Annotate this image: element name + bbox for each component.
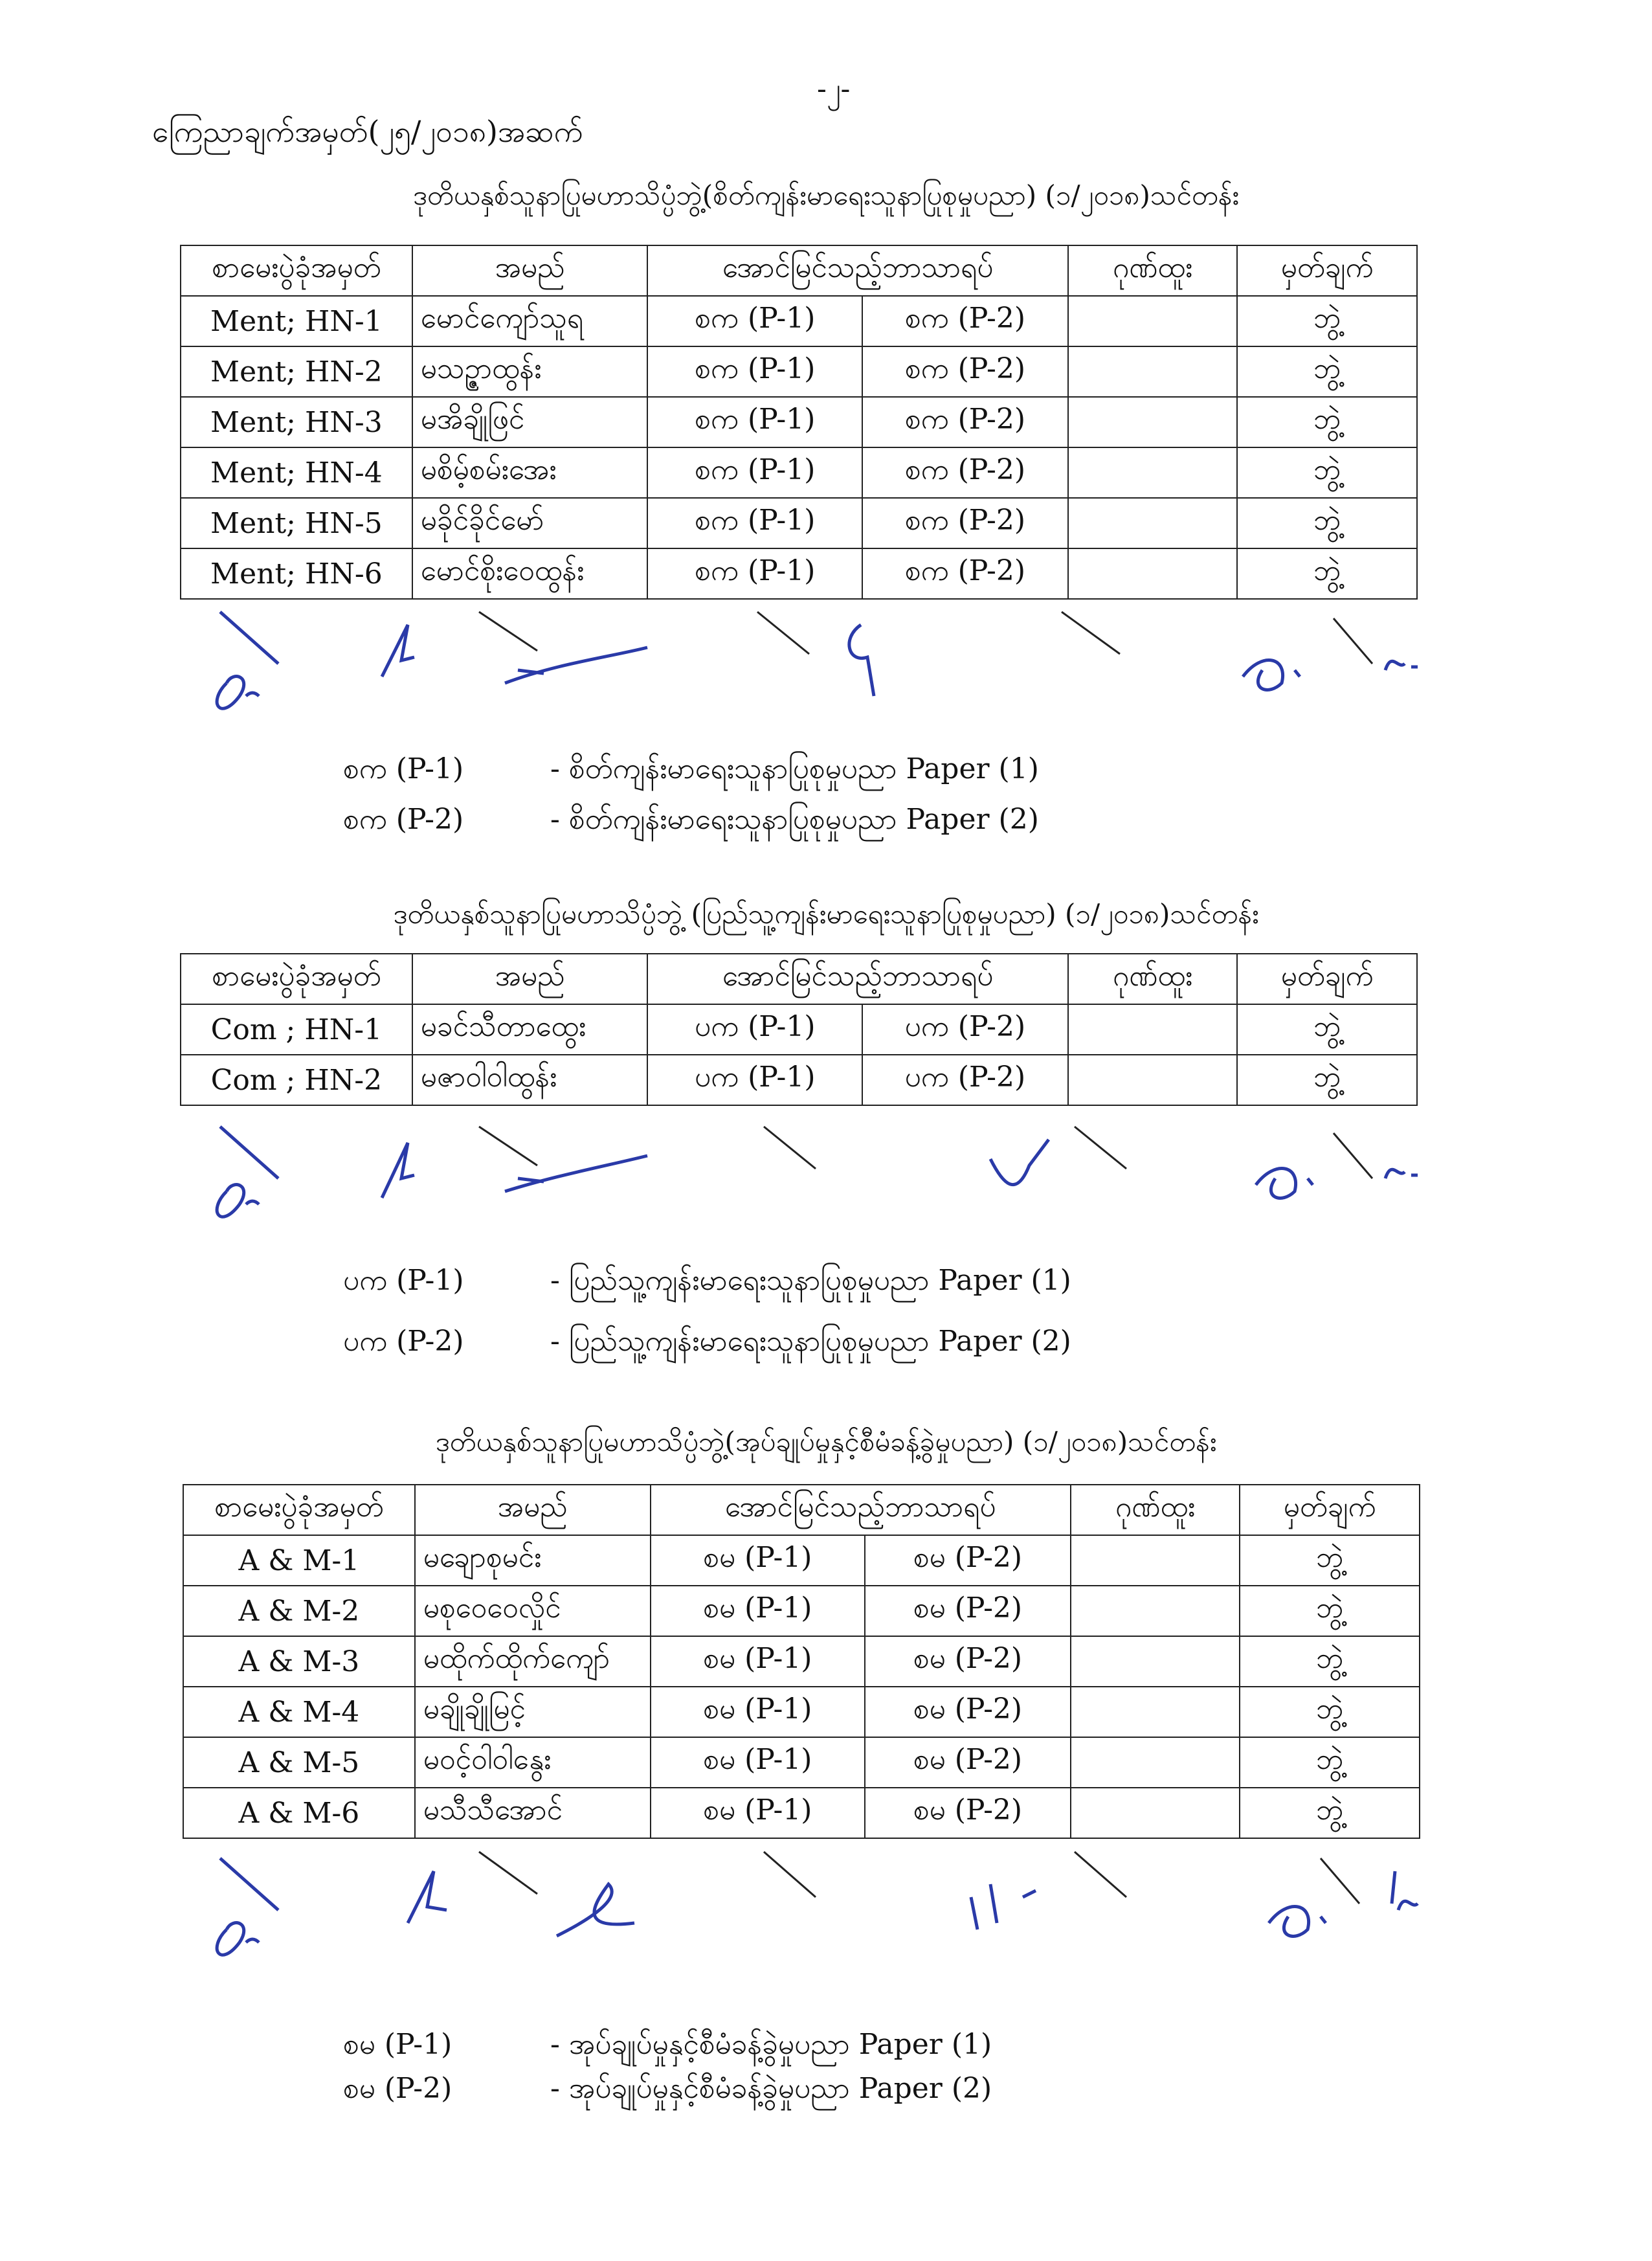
distinction-cell	[1071, 1586, 1240, 1636]
subject-paper-2-cell: စမ (P-2)	[865, 1636, 1071, 1687]
roll-number-cell: Ment; HN-4	[181, 447, 412, 498]
name-cell: မသီသီအောင်	[415, 1788, 651, 1838]
signature-row-1	[194, 599, 1457, 718]
subject-paper-2-cell: စမ (P-2)	[865, 1687, 1071, 1737]
roll-number-cell: A & M-6	[183, 1788, 415, 1838]
col-name: အမည်	[412, 954, 648, 1004]
col-remark: မှတ်ချက်	[1237, 954, 1417, 1004]
remark-cell: ဘွဲ့	[1237, 296, 1417, 346]
subject-paper-1-cell: စမ (P-1)	[651, 1535, 865, 1586]
announcement-reference: ကြေညာချက်အမှတ်(၂၅/၂၀၁၈)အဆက်	[152, 114, 583, 149]
remark-cell: ဘွဲ့	[1237, 1055, 1417, 1105]
roll-number-cell: Ment; HN-1	[181, 296, 412, 346]
distinction-cell	[1068, 296, 1238, 346]
name-cell: မချောစုမင်း	[415, 1535, 651, 1586]
roll-number-cell: Ment; HN-3	[181, 397, 412, 447]
subject-paper-2-cell: စက (P-2)	[862, 296, 1068, 346]
remark-cell: ဘွဲ့	[1237, 447, 1417, 498]
distinction-cell	[1071, 1636, 1240, 1687]
legend-administration	[343, 2027, 992, 2112]
col-remark: မှတ်ချက်	[1240, 1485, 1420, 1535]
section-title-mental-health: ဒုတိယနှစ်သူနာပြုမဟာသိပ္ပံဘွဲ့(စိတ်ကျန်းမာရေးသူနာပြုစုမှုပညာ) (၁/၂၀၁၈)သင်တန်း	[412, 179, 1240, 211]
signatures-image	[194, 1114, 1457, 1230]
legend-desc: - ပြည်သူ့ကျန်းမာရေးသူနာပြုစုမှုပညာ Paper (2)	[550, 1325, 1071, 1358]
subject-paper-1-cell: ပက (P-1)	[647, 1004, 862, 1055]
name-cell: မောင်စိုးဝေထွန်း	[412, 548, 648, 599]
distinction-cell	[1068, 548, 1238, 599]
legend-item	[343, 1263, 1071, 1304]
distinction-cell	[1068, 498, 1238, 548]
distinction-cell	[1068, 346, 1238, 397]
subject-paper-1-cell: စက (P-1)	[647, 498, 862, 548]
roll-number-cell: Com ; HN-1	[181, 1004, 412, 1055]
col-roll-number: စာမေးပွဲခုံအမှတ်	[181, 245, 412, 296]
col-name: အမည်	[415, 1485, 651, 1535]
distinction-cell	[1071, 1737, 1240, 1788]
name-cell: မခိုင်ခိုင်မော်	[412, 498, 648, 548]
subject-paper-1-cell: စမ (P-1)	[651, 1788, 865, 1838]
legend-code: စက (P-1)	[343, 752, 464, 785]
subject-paper-1-cell: စမ (P-1)	[651, 1636, 865, 1687]
col-distinction: ဂုဏ်ထူး	[1068, 245, 1238, 296]
subject-paper-1-cell: စမ (P-1)	[651, 1586, 865, 1636]
legend-item	[343, 1323, 1071, 1365]
col-subjects-passed: အောင်မြင်သည့်ဘာသာရပ်	[651, 1485, 1071, 1535]
roll-number-cell: Ment; HN-2	[181, 346, 412, 397]
subject-paper-1-cell: စမ (P-1)	[651, 1687, 865, 1737]
results-table-mental-health	[180, 245, 1418, 600]
legend-code: စမ (P-1)	[343, 2028, 452, 2061]
name-cell: မထိုက်ထိုက်ကျော်	[415, 1636, 651, 1687]
legend-community-health	[343, 1263, 1071, 1365]
subject-paper-2-cell: စမ (P-2)	[865, 1535, 1071, 1586]
table-row	[181, 1004, 1417, 1055]
remark-cell: ဘွဲ့	[1240, 1535, 1420, 1586]
remark-cell: ဘွဲ့	[1240, 1788, 1420, 1838]
remark-cell: ဘွဲ့	[1237, 346, 1417, 397]
remark-cell: ဘွဲ့	[1240, 1586, 1420, 1636]
table-header-row	[181, 245, 1417, 296]
name-cell: မဇာဝါဝါထွန်း	[412, 1055, 648, 1105]
legend-code: ပက (P-2)	[343, 1325, 464, 1358]
roll-number-cell: A & M-5	[183, 1737, 415, 1788]
roll-number-cell: Ment; HN-5	[181, 498, 412, 548]
table-row	[183, 1687, 1420, 1737]
col-name: အမည်	[412, 245, 648, 296]
distinction-cell	[1071, 1687, 1240, 1737]
roll-number-cell: Ment; HN-6	[181, 548, 412, 599]
col-roll-number: စာမေးပွဲခုံအမှတ်	[183, 1485, 415, 1535]
name-cell: မစုဝေဝေလှိုင်	[415, 1586, 651, 1636]
subject-paper-2-cell: စက (P-2)	[862, 548, 1068, 599]
distinction-cell	[1071, 1788, 1240, 1838]
table-header-row	[183, 1485, 1420, 1535]
distinction-cell	[1068, 397, 1238, 447]
legend-mental-health	[343, 751, 1039, 843]
name-cell: မသဉ္ဇာထွန်း	[412, 346, 648, 397]
table-row	[183, 1737, 1420, 1788]
col-subjects-passed: အောင်မြင်သည့်ဘာသာရပ်	[647, 954, 1067, 1004]
distinction-cell	[1071, 1535, 1240, 1586]
subject-paper-1-cell: စက (P-1)	[647, 548, 862, 599]
legend-desc: - အုပ်ချုပ်မှုနှင့်စီမံခန့်ခွဲမှုပညာ Paper (1)	[550, 2028, 992, 2061]
table-row	[183, 1788, 1420, 1838]
col-distinction: ဂုဏ်ထူး	[1068, 954, 1238, 1004]
subject-paper-2-cell: စက (P-2)	[862, 447, 1068, 498]
distinction-cell	[1068, 1055, 1238, 1105]
col-distinction: ဂုဏ်ထူး	[1071, 1485, 1240, 1535]
legend-desc: - ပြည်သူ့ကျန်းမာရေးသူနာပြုစုမှုပညာ Paper (1)	[550, 1264, 1071, 1297]
legend-item	[343, 802, 1039, 843]
subject-paper-1-cell: စက (P-1)	[647, 296, 862, 346]
table-row	[181, 346, 1417, 397]
subject-paper-1-cell: ပက (P-1)	[647, 1055, 862, 1105]
distinction-cell	[1068, 447, 1238, 498]
roll-number-cell: A & M-2	[183, 1586, 415, 1636]
subject-paper-1-cell: စက (P-1)	[647, 346, 862, 397]
signature-row-3	[194, 1845, 1457, 1977]
table-row	[181, 1055, 1417, 1105]
section-title-administration: ဒုတိယနှစ်သူနာပြုမဟာသိပ္ပံဘွဲ့(အုပ်ချုပ်မှုနှင့်စီမံခန့်ခွဲမှုပညာ) (၁/၂၀၁၈)သင်တန်း	[435, 1426, 1217, 1457]
subject-paper-2-cell: စမ (P-2)	[865, 1737, 1071, 1788]
subject-paper-2-cell: စက (P-2)	[862, 498, 1068, 548]
results-table-community-health	[180, 953, 1418, 1106]
subject-paper-2-cell: ပက (P-2)	[862, 1055, 1068, 1105]
table-row	[183, 1535, 1420, 1586]
col-roll-number: စာမေးပွဲခုံအမှတ်	[181, 954, 412, 1004]
remark-cell: ဘွဲ့	[1237, 1004, 1417, 1055]
roll-number-cell: A & M-3	[183, 1636, 415, 1687]
distinction-cell	[1068, 1004, 1238, 1055]
legend-desc: - စိတ်ကျန်းမာရေးသူနာပြုစုမှုပညာ Paper (2)	[550, 803, 1039, 836]
signatures-image	[194, 599, 1457, 715]
roll-number-cell: A & M-4	[183, 1687, 415, 1737]
table-row	[181, 296, 1417, 346]
name-cell: မချိုချိုမြင့်	[415, 1687, 651, 1737]
subject-paper-1-cell: စမ (P-1)	[651, 1737, 865, 1788]
subject-paper-2-cell: စမ (P-2)	[865, 1788, 1071, 1838]
remark-cell: ဘွဲ့	[1240, 1687, 1420, 1737]
legend-code: စက (P-2)	[343, 803, 464, 836]
table-row	[181, 397, 1417, 447]
roll-number-cell: A & M-1	[183, 1535, 415, 1586]
remark-cell: ဘွဲ့	[1240, 1737, 1420, 1788]
name-cell: မစိမ့်စမ်းအေး	[412, 447, 648, 498]
roll-number-cell: Com ; HN-2	[181, 1055, 412, 1105]
legend-item	[343, 2071, 992, 2112]
page-number: -၂-	[817, 73, 851, 106]
legend-desc: - အုပ်ချုပ်မှုနှင့်စီမံခန့်ခွဲမှုပညာ Paper (2)	[550, 2072, 992, 2105]
name-cell: မခင်သီတာထွေး	[412, 1004, 648, 1055]
section-title-community-health: ဒုတိယနှစ်သူနာပြုမဟာသိပ္ပံဘွဲ့ (ပြည်သူ့ကျန်းမာရေးသူနာပြုစုမှုပညာ) (၁/၂၀၁၈)သင်တန်း	[393, 898, 1259, 930]
remark-cell: ဘွဲ့	[1237, 498, 1417, 548]
subject-paper-1-cell: စက (P-1)	[647, 447, 862, 498]
col-subjects-passed: အောင်မြင်သည့်ဘာသာရပ်	[647, 245, 1067, 296]
table-row	[181, 498, 1417, 548]
table-row	[183, 1636, 1420, 1687]
name-cell: မဝင့်ဝါဝါနွေး	[415, 1737, 651, 1788]
results-table-administration	[183, 1484, 1420, 1839]
name-cell: မောင်ကျော်သူရ	[412, 296, 648, 346]
remark-cell: ဘွဲ့	[1237, 548, 1417, 599]
legend-code: ပက (P-1)	[343, 1264, 464, 1297]
signatures-image	[194, 1845, 1457, 1975]
table-row	[183, 1586, 1420, 1636]
legend-item	[343, 2027, 992, 2068]
legend-desc: - စိတ်ကျန်းမာရေးသူနာပြုစုမှုပညာ Paper (1)	[550, 752, 1039, 785]
subject-paper-2-cell: စမ (P-2)	[865, 1586, 1071, 1636]
signature-row-2	[194, 1114, 1457, 1233]
subject-paper-2-cell: စက (P-2)	[862, 346, 1068, 397]
subject-paper-1-cell: စက (P-1)	[647, 397, 862, 447]
name-cell: မအိချိုဖြင်	[412, 397, 648, 447]
col-remark: မှတ်ချက်	[1237, 245, 1417, 296]
table-row	[181, 548, 1417, 599]
remark-cell: ဘွဲ့	[1237, 397, 1417, 447]
subject-paper-2-cell: ပက (P-2)	[862, 1004, 1068, 1055]
table-header-row	[181, 954, 1417, 1004]
legend-code: စမ (P-2)	[343, 2072, 452, 2105]
table-row	[181, 447, 1417, 498]
subject-paper-2-cell: စက (P-2)	[862, 397, 1068, 447]
remark-cell: ဘွဲ့	[1240, 1636, 1420, 1687]
legend-item	[343, 751, 1039, 793]
